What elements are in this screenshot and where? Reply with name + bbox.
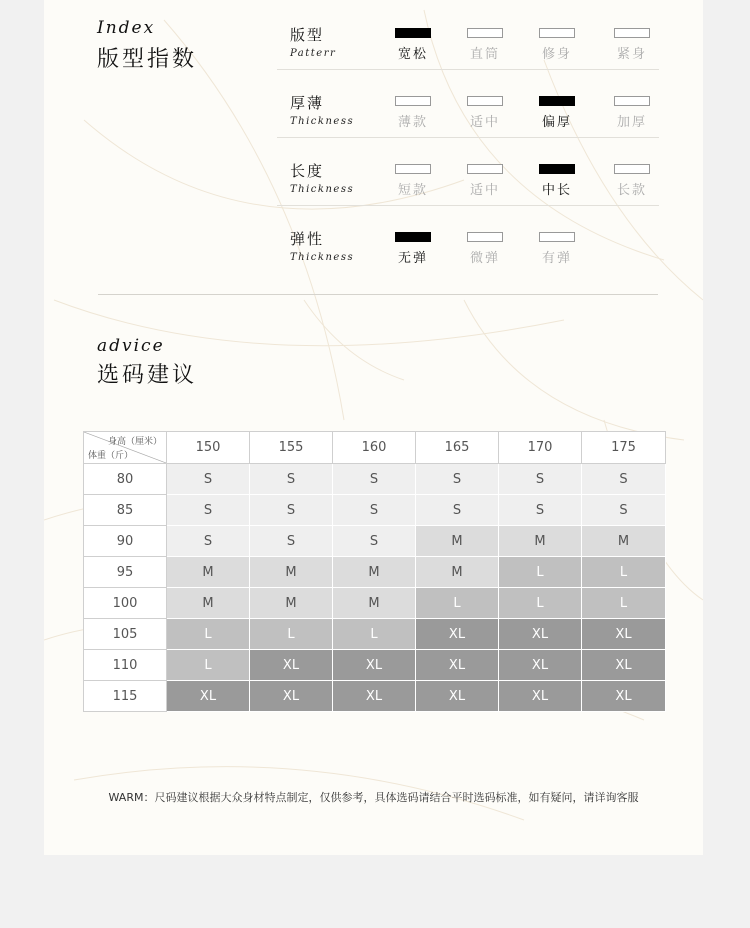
index-row-label: 版型 — [290, 26, 325, 44]
size-cell: M — [333, 557, 416, 588]
index-option-bar — [467, 232, 503, 242]
table-row — [84, 464, 666, 495]
index-option-bar — [395, 232, 431, 242]
index-option-bar — [614, 96, 650, 106]
section-divider — [98, 294, 658, 295]
table-row — [84, 588, 666, 619]
size-cell: XL — [250, 650, 333, 681]
weight-cell: 110 — [84, 650, 167, 681]
size-cell: S — [333, 526, 416, 557]
size-cell: L — [582, 588, 666, 619]
size-cell: S — [167, 495, 250, 526]
size-cell: S — [250, 495, 333, 526]
weight-cell: 100 — [84, 588, 167, 619]
size-table — [83, 431, 666, 712]
size-cell: S — [416, 495, 499, 526]
index-row-sub: Thickness — [290, 252, 355, 263]
index-option-label: 长款 — [616, 183, 647, 198]
size-cell: M — [333, 588, 416, 619]
index-option-label: 适中 — [469, 115, 500, 130]
size-cell: S — [499, 495, 582, 526]
table-row — [84, 650, 666, 681]
size-cell: L — [582, 557, 666, 588]
index-row-sub: Thickness — [290, 116, 355, 127]
weight-cell: 115 — [84, 681, 167, 712]
size-cell: M — [582, 526, 666, 557]
weight-cell: 95 — [84, 557, 167, 588]
advice-title-en: advice — [97, 336, 165, 356]
index-option-bar — [395, 28, 431, 38]
index-option — [393, 232, 453, 292]
size-cell: S — [333, 464, 416, 495]
height-header: 150 — [167, 432, 250, 464]
index-option-bar — [539, 96, 575, 106]
index-option — [537, 232, 597, 292]
size-cell: M — [499, 526, 582, 557]
index-title-en: Index — [97, 18, 156, 38]
table-row — [84, 681, 666, 712]
index-option-label: 有弹 — [541, 251, 572, 266]
size-cell: S — [250, 526, 333, 557]
size-cell: S — [250, 464, 333, 495]
index-row-label: 弹性 — [290, 230, 325, 248]
size-cell: M — [167, 588, 250, 619]
size-cell: XL — [416, 681, 499, 712]
index-option-bar — [467, 96, 503, 106]
weight-cell: 105 — [84, 619, 167, 650]
index-row — [277, 208, 659, 274]
size-cell: L — [167, 650, 250, 681]
size-cell: XL — [416, 650, 499, 681]
height-header: 155 — [250, 432, 333, 464]
size-cell: XL — [499, 681, 582, 712]
height-header: 160 — [333, 432, 416, 464]
size-cell: S — [416, 464, 499, 495]
index-option-label: 直筒 — [469, 47, 500, 62]
size-cell: S — [167, 464, 250, 495]
size-cell: L — [167, 619, 250, 650]
index-option-label: 微弹 — [469, 251, 500, 266]
size-cell: M — [250, 588, 333, 619]
index-row-separator — [277, 205, 659, 206]
index-row-label: 厚薄 — [290, 94, 325, 112]
weight-cell: 90 — [84, 526, 167, 557]
index-option-label: 中长 — [541, 183, 572, 198]
index-option-label: 短款 — [397, 183, 428, 198]
table-row — [84, 557, 666, 588]
size-cell: S — [333, 495, 416, 526]
index-row-separator — [277, 137, 659, 138]
index-option-label: 薄款 — [397, 115, 428, 130]
height-header: 175 — [582, 432, 666, 464]
index-row — [277, 4, 659, 70]
size-cell: M — [416, 557, 499, 588]
size-cell: S — [499, 464, 582, 495]
index-option-label: 适中 — [469, 183, 500, 198]
height-header: 170 — [499, 432, 582, 464]
size-cell: XL — [582, 681, 666, 712]
index-option-bar — [467, 164, 503, 174]
index-row-separator — [277, 69, 659, 70]
index-row-label: 长度 — [290, 162, 325, 180]
size-table-header-row — [84, 432, 666, 464]
size-cell: M — [416, 526, 499, 557]
table-row — [84, 526, 666, 557]
index-option-bar — [539, 164, 575, 174]
index-option-label: 加厚 — [616, 115, 647, 130]
size-guide-card — [44, 0, 703, 855]
table-row — [84, 495, 666, 526]
size-cell: XL — [582, 619, 666, 650]
size-cell: XL — [333, 650, 416, 681]
size-table-corner — [84, 432, 167, 464]
corner-weight-label: 体重（斤） — [88, 451, 134, 461]
weight-cell: 85 — [84, 495, 167, 526]
corner-height-label: 身高（厘米） — [107, 437, 162, 447]
index-option-label: 紧身 — [616, 47, 647, 62]
index-row — [277, 72, 659, 138]
size-cell: XL — [416, 619, 499, 650]
size-cell: L — [499, 588, 582, 619]
index-option-bar — [539, 28, 575, 38]
index-option-label: 偏厚 — [541, 115, 572, 130]
index-option-label: 宽松 — [397, 47, 428, 62]
size-cell: XL — [499, 619, 582, 650]
index-option-bar — [539, 232, 575, 242]
size-cell: M — [250, 557, 333, 588]
warm-note: WARM：尺码建议根据大众身材特点制定，仅供参考，具体选码请结合平时选码标准，如有疑问，请详询客服 — [108, 791, 639, 804]
index-row-sub: Patterr — [290, 48, 337, 59]
index-option-bar — [395, 96, 431, 106]
index-option-bar — [614, 28, 650, 38]
size-cell: XL — [333, 681, 416, 712]
weight-cell: 80 — [84, 464, 167, 495]
index-option — [465, 232, 525, 292]
size-cell: S — [167, 526, 250, 557]
size-cell: XL — [582, 650, 666, 681]
height-header: 165 — [416, 432, 499, 464]
size-cell: XL — [499, 650, 582, 681]
index-option-label: 无弹 — [397, 251, 428, 266]
index-option-bar — [395, 164, 431, 174]
index-row-sub: Thickness — [290, 184, 355, 195]
advice-title-cn: 选码建议 — [97, 363, 198, 388]
table-row — [84, 619, 666, 650]
size-cell: S — [582, 464, 666, 495]
size-cell: M — [167, 557, 250, 588]
size-cell: L — [250, 619, 333, 650]
index-option-bar — [467, 28, 503, 38]
size-cell: L — [333, 619, 416, 650]
size-cell: L — [499, 557, 582, 588]
index-row — [277, 140, 659, 206]
size-cell: L — [416, 588, 499, 619]
index-title-cn: 版型指数 — [97, 47, 198, 72]
size-cell: S — [582, 495, 666, 526]
size-cell: XL — [167, 681, 250, 712]
size-cell: XL — [250, 681, 333, 712]
index-option-label: 修身 — [541, 47, 572, 62]
index-option-bar — [614, 164, 650, 174]
